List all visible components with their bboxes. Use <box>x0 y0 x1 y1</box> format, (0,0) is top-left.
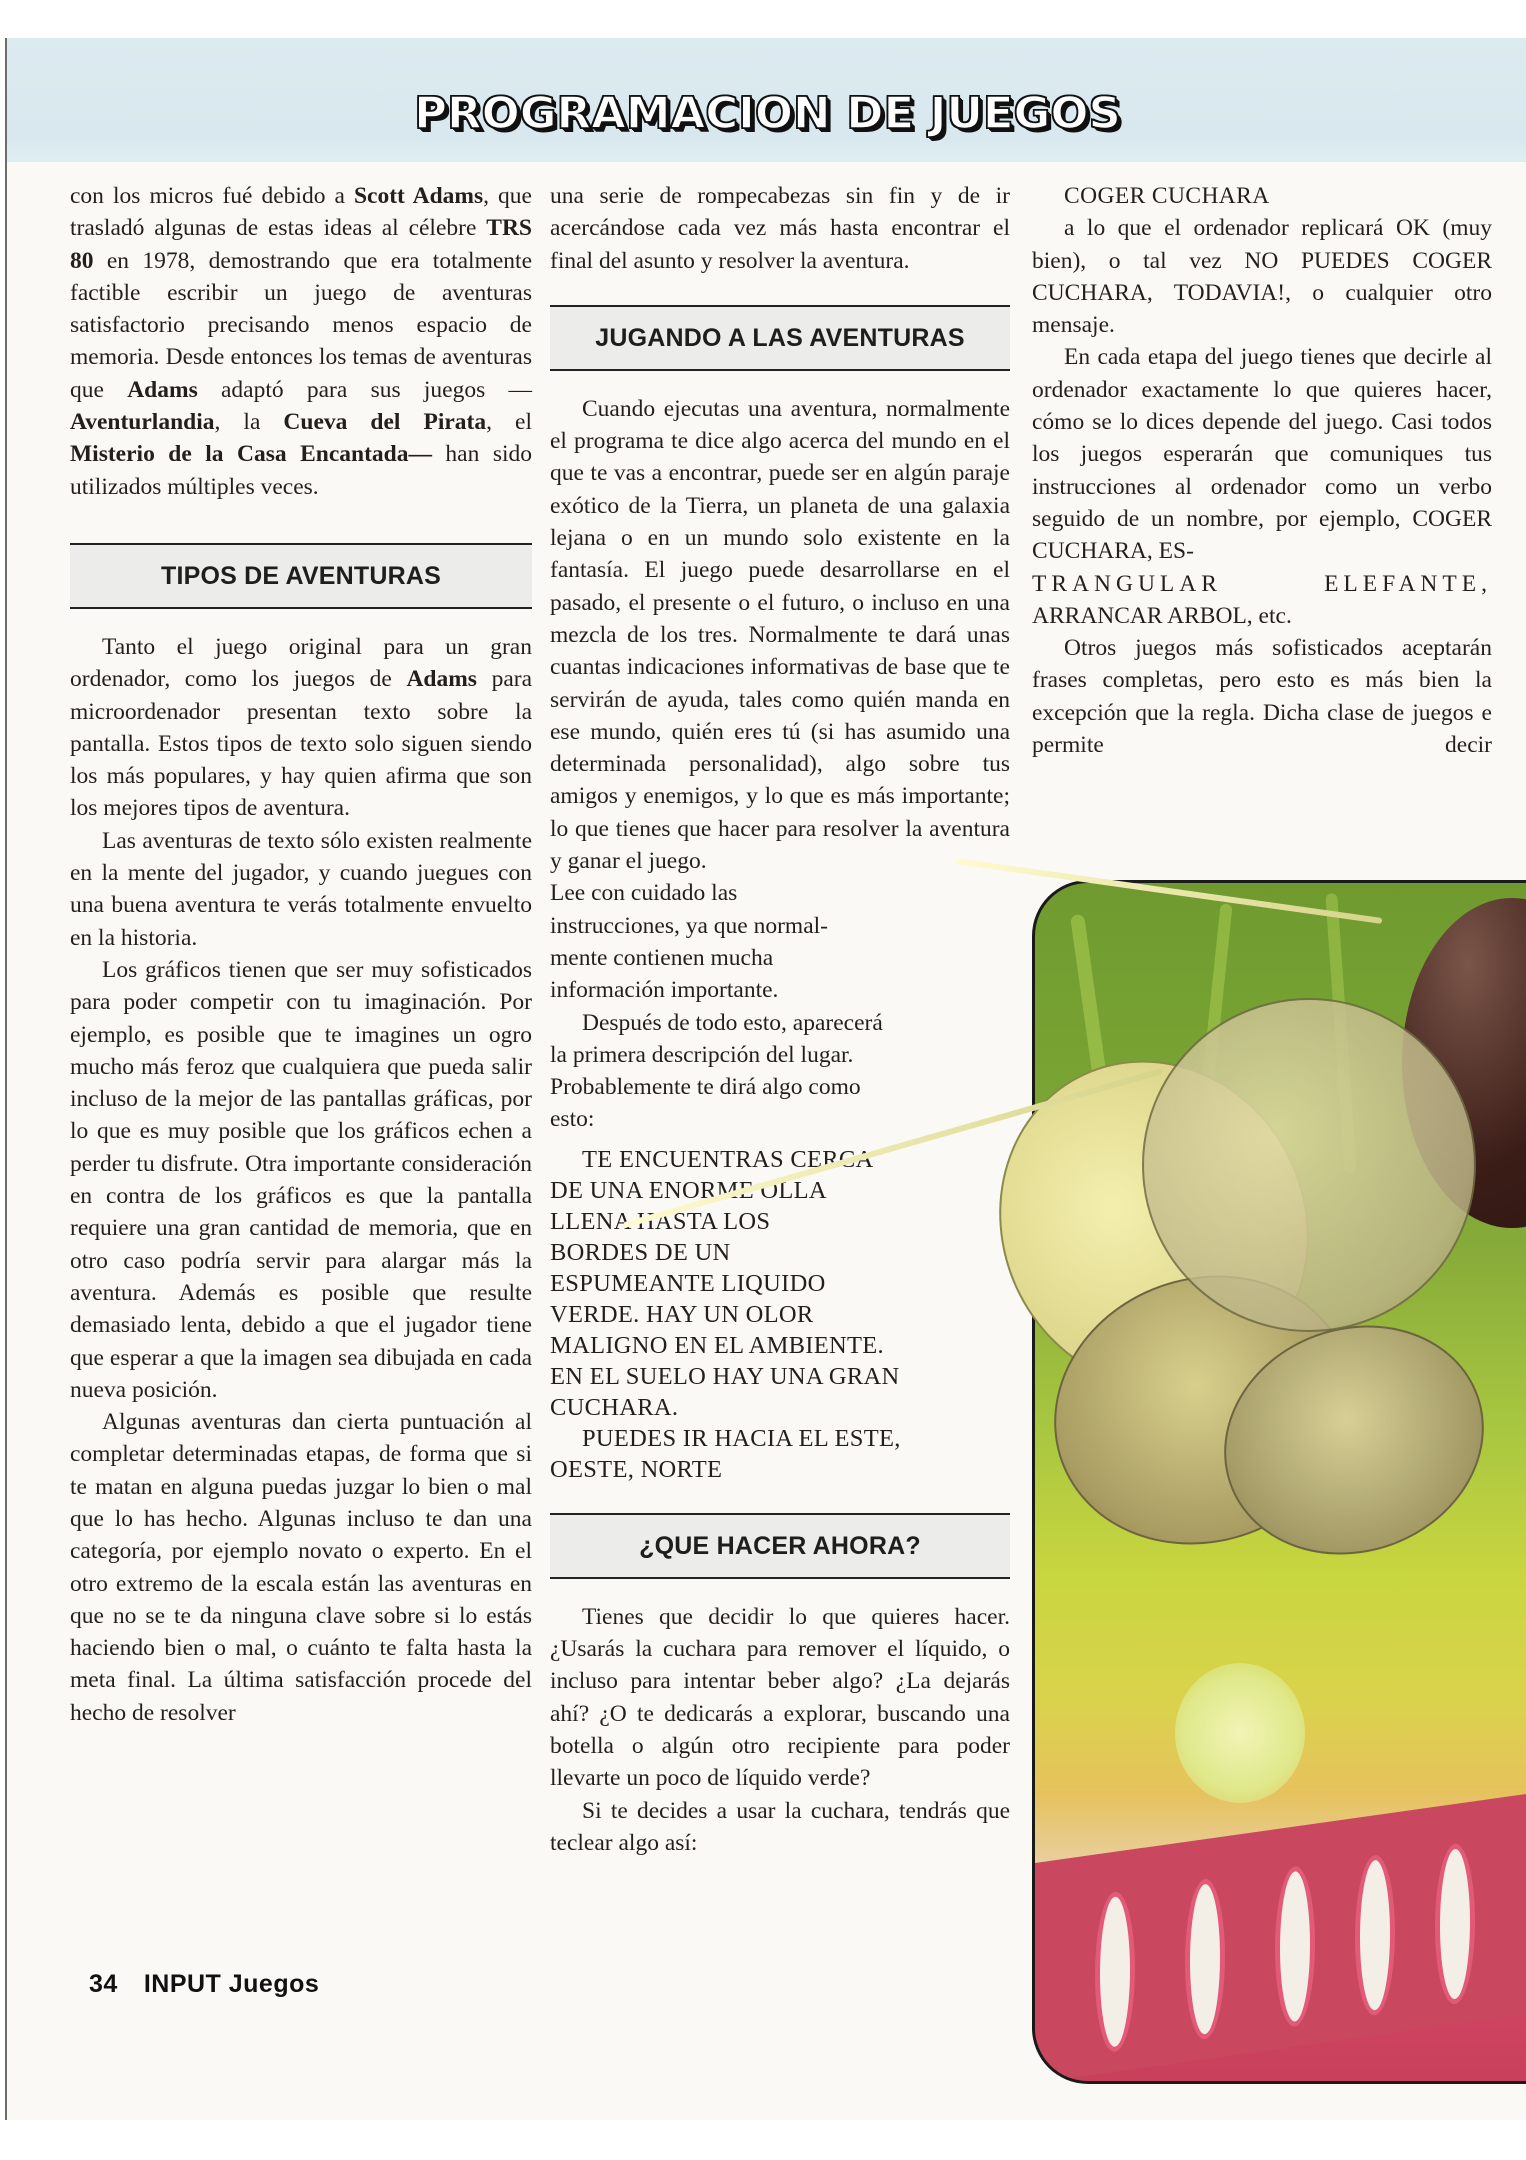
section-heading-tipos <box>70 543 532 609</box>
page-number: 34 <box>89 1970 118 1998</box>
paragraph: Si te decides a usar la cuchara, tendrás que teclear algo así: <box>550 1797 1010 1856</box>
text-line: Lee con cuidado las <box>550 880 738 907</box>
output-line: TE ENCUENTRAS CERCA <box>582 1145 874 1173</box>
text-line: la primera descripción del lugar. <box>550 1041 854 1068</box>
illustration-monster <box>1022 858 1526 2078</box>
section-heading-text: ¿QUE HACER AHORA? <box>639 1531 921 1560</box>
output-line: LLENA HASTA LOS <box>550 1207 771 1235</box>
text-line: mente contienen mucha <box>550 944 774 971</box>
paragraph-line: ARRANCAR ARBOL, etc. <box>1032 602 1292 629</box>
output-line: VERDE. HAY UN OLOR <box>550 1300 814 1328</box>
output-line: OESTE, NORTE <box>550 1455 723 1483</box>
output-line: ESPUMEANTE LIQUIDO <box>550 1269 826 1297</box>
paragraph: Algunas aventuras dan cierta puntuación al completar determinadas etapas, de forma que si te matan en alguna puedas juzgar lo bien o mal que lo has hecho. Algunas incluso te dan una categoría, por ejemplo novato o experto. En el otro extremo de la escala están las aventuras en que no se te da ninguna clave sobre si lo estás haciendo bien o mal, o cuánto te falta hasta la meta final. La última satisfacción procede del hecho de resolver <box>70 1409 532 1726</box>
header-banner <box>7 38 1526 162</box>
section-heading-text: TIPOS DE AVENTURAS <box>160 561 442 590</box>
output-line: PUEDES IR HACIA EL ESTE, <box>582 1424 901 1452</box>
text-line: esto: <box>550 1106 595 1133</box>
paragraph-intro: con los micros fué debido a Scott Adams, que trasladó algunas de estas ideas al célebre TRS 80 en 1978, demostrando que era totalmente factible escribir un juego de aventuras satisfactorio precisando menos espacio de memoria. Desde entonces los temas de aventuras que Adams adaptó para sus juegos —Aventurlandia, la Cueva del Pirata, el Misterio de la Casa Encantada— han sido utilizados múltiples veces. <box>70 183 533 500</box>
output-line: BORDES DE UN <box>550 1238 731 1266</box>
pipe-graphic <box>1035 1793 1526 2083</box>
section-heading-que-hacer <box>550 1513 1010 1579</box>
paragraph: a lo que el ordenador replicará OK (muy bien), o tal vez NO PUEDES COGER CUCHARA, TODAVIA!, o cualquier otro mensaje. <box>1032 215 1492 339</box>
output-line: DE UNA ENORME OLLA <box>550 1176 827 1204</box>
column-middle <box>550 180 1010 1859</box>
text-line: Probablemente te dirá algo como <box>550 1074 861 1101</box>
publication-name: INPUT Juegos <box>143 1970 320 1998</box>
page-title-text: PROGRAMACION DE JUEGOS <box>414 88 1121 139</box>
paragraph: Otros juegos más sofisticados aceptarán frases completas, pero esto es más bien la excepción que la regla. Dicha clase de juegos e permite decir <box>1032 635 1492 759</box>
paragraph-line: TRANGULAR ELEFANTE, <box>1032 570 1492 597</box>
command-example: COGER CUCHARA <box>1064 183 1270 209</box>
section-heading-jugando <box>550 305 1010 371</box>
paragraph: Tanto el juego original para un gran ordenador, como los juegos de Adams para microordenador presentan texto sobre la pantalla. Estos tipos de texto solo siguen siendo los más populares, y hay quien afirma que son los mejores tipos de aventura. <box>70 633 533 822</box>
magazine-page <box>5 38 1526 2120</box>
section-heading-text: JUGANDO A LAS AVENTURAS <box>595 323 965 352</box>
page-title <box>0 88 1526 139</box>
paragraph: En cada etapa del juego tienes que decirle al ordenador exactamente lo que quieres hacer, cómo se lo dices depende del juego. Casi todos los juegos esperarán que comuniques tus instrucciones al ordenador como un verbo seguido de un nombre, por ejemplo, COGER CUCHARA, ES- <box>1032 344 1492 565</box>
output-line: CUCHARA. <box>550 1393 679 1421</box>
creature-shell <box>1142 998 1476 1332</box>
column-left <box>70 180 532 1729</box>
page-footer <box>89 1970 319 1999</box>
column-right <box>1032 180 1492 761</box>
paragraph-lugar <box>550 1007 950 1136</box>
paragraph: Tienes que decidir lo que quieres hacer. ¿Usarás la cuchara para remover el líquido, o incluso para intentar beber algo? ¿La dejarás ahí? ¿O te dedicarás a explorar, buscando una botella o algún otro recipiente para poder llevarte un poco de líquido verde? <box>550 1603 1010 1792</box>
paragraph-tail <box>550 877 880 1006</box>
game-output-example <box>550 1144 1010 1485</box>
paragraph: una serie de rompecabezas sin fin y de ir acercándose cada vez más hasta encontrar el final del asunto y resolver la aventura. <box>550 183 1010 274</box>
paragraph: Cuando ejecutas una aventura, normalmente el programa te dice algo acerca del mundo en el que te vas a encontrar, puede ser en algún paraje exótico de la Tierra, un planeta de una galaxia lejana o en un mundo solo existente en la fantasía. El juego puede desarrollarse en el pasado, el presente o el futuro, o incluso en una mezcla de los tres. Normalmente te dará unas cuantas indicaciones informativas de base que te servirán de ayuda, tales como quién manda en ese mundo, quién eres tú (si has asumido una determinada personalidad), algo sobre tus amigos y enemigos, y lo que es más importante; lo que tienes que hacer para resolver la aventura y ganar el juego. <box>550 395 1010 875</box>
output-line: EN EL SUELO HAY UNA GRAN <box>550 1362 900 1390</box>
text-line: instrucciones, ya que normal- <box>550 912 828 939</box>
output-line: MALIGNO EN EL AMBIENTE. <box>550 1331 884 1359</box>
paragraph: Las aventuras de texto sólo existen realmente en la mente del jugador, y cuando juegues con una buena aventura te verás totalmente envuelto en la historia. <box>70 827 532 951</box>
text-line: Después de todo esto, aparecerá <box>582 1009 883 1036</box>
text-line: información importante. <box>550 977 779 1004</box>
paragraph: Los gráficos tienen que ser muy sofisticados para poder competir con tu imaginación. Por ejemplo, es posible que te imagines un ogro mucho más feroz que cualquiera que pueda salir incluso de la mejor de las pantallas gráficas, por lo que es muy posible que los gráficos echen a perder tu disfrute. Otra importante consideración en contra de los gráficos es que la pantalla requiere una gran cantidad de memoria, que en otro caso podría servir para alargar más la aventura. Además es posible que resulte demasiado lenta, debido a que el jugador tiene que esperar a que la imagen sea dibujada en cada nueva posición. <box>70 956 532 1403</box>
